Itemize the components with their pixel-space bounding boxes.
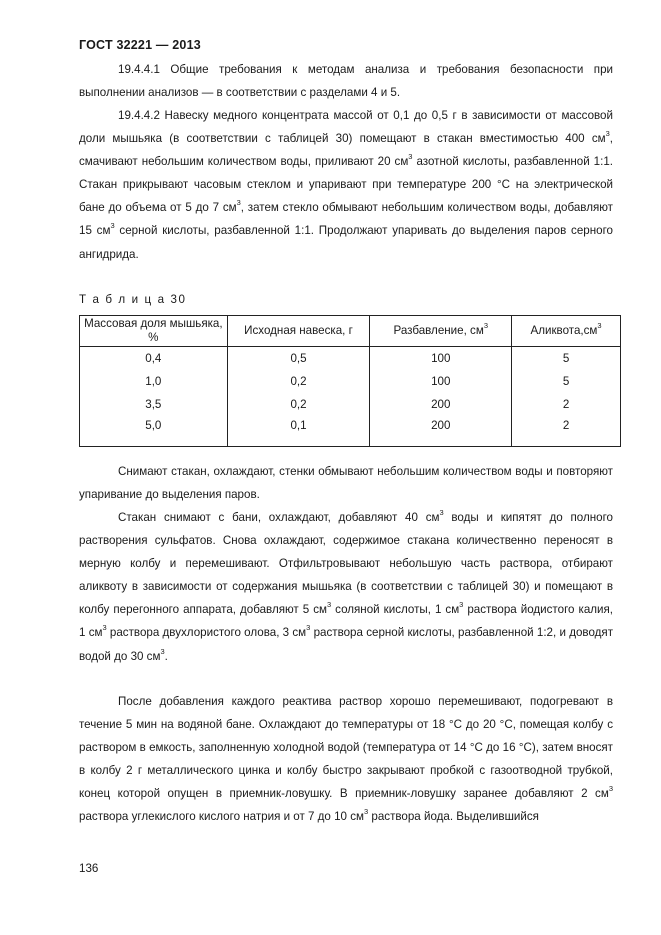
paragraph-text: воды и кипятят до полного растворения сульфатов. Снова охлаждают, содержимое стакана количественно переносят в мерную колбу и перемешивают. Отфильтровывают небольшую часть раствора, отбирают аликвоту в зависимости от содержания мышьяка (в соответствии с таблицей 30) и помещают в колбу перегонного аппарата, добавляют 5 см (79, 511, 613, 617)
paragraph-text: Стакан снимают с бани, охлаждают, добавляют 40 см (118, 511, 440, 524)
paragraph-text: 19.4.4.1 Общие требования к методам анализа и требования безопасности при выполнении анализов — в соответствии с разделами 4 и 5. (79, 63, 613, 100)
table-header-row (80, 316, 621, 347)
table-cell: 0,4 (80, 347, 228, 371)
superscript: 3 (160, 646, 165, 656)
table-cell: 2 (512, 416, 621, 447)
superscript: 3 (459, 600, 464, 610)
header-sample-mass: Исходная навеска, г (227, 316, 370, 347)
superscript: 3 (605, 129, 610, 139)
paragraph-text: раствора серной кислоты, разбавленной 1:2, и доводят водой до 30 см (79, 626, 614, 663)
table-cell: 100 (370, 347, 512, 371)
paragraph-text: , затем стекло обмывают небольшим количеством воды, добавляют 15 см (79, 201, 613, 238)
table-cell: 5,0 (80, 416, 228, 447)
paragraph-19-4-4-1 (79, 58, 613, 104)
paragraph-text: . (164, 649, 168, 663)
superscript: 3 (102, 623, 107, 633)
superscript: 3 (363, 807, 369, 817)
table-cell: 0,2 (227, 393, 370, 416)
header-aliquot: $Аликвота,см^3$ (512, 316, 621, 347)
paragraph-text: соляной кислоты, 1 см (331, 603, 460, 617)
paragraph-19-4-4-2 (79, 104, 613, 266)
paragraph-add-zinc (79, 690, 613, 829)
table-row (80, 370, 621, 393)
table-cell: 0,2 (227, 370, 370, 393)
table-row (80, 347, 621, 371)
superscript: 3 (326, 600, 332, 610)
table-cell: 200 (370, 416, 512, 447)
page-number: 136 (79, 862, 99, 875)
paragraph-text: , смачивают небольшим количеством воды, приливают 20 см (79, 132, 613, 169)
table-cell: 0,1 (227, 416, 370, 447)
table-cell: 5 (512, 347, 621, 371)
table-cell: 0,5 (227, 347, 370, 371)
paragraph-text: 19.4.4.2 Навеску медного концентрата массой от 0,1 до 0,5 г в зависимости от массовой доли мышьяка (в соответствии с таблицей 30) помещают в стакан вместимостью 400 см (79, 109, 613, 146)
paragraph-text: Снимают стакан, охлаждают, стенки обмывают небольшим количеством воды и повторяют упаривание до выделения паров. (79, 465, 613, 502)
header-mass-fraction: Массовая доля мышьяка, % (80, 316, 228, 347)
table-row (80, 416, 621, 447)
table-cell: 2 (512, 393, 621, 416)
paragraph-text: раствора йодистого калия, 1 см (79, 603, 614, 640)
table-cell: 3,5 (80, 393, 228, 416)
paragraph-text: раствора углекислого кислого натрия и от 7 до 10 см (79, 810, 364, 824)
superscript: 3 (608, 784, 613, 794)
superscript: 3 (236, 198, 241, 208)
table-cell: 1,0 (80, 370, 228, 393)
table-row (80, 393, 621, 416)
table-caption: Т а б л и ц а 30 (79, 293, 187, 306)
superscript: 3 (408, 152, 413, 162)
paragraph-text: азотной кислоты, разбавленной 1:1. Стакан прикрывают часовым стеклом и упаривают при температуре 200 °С на электрической бане до объема от 5 до 7 см (79, 155, 613, 215)
paragraph-remove-beaker (79, 460, 613, 506)
paragraph-text: После добавления каждого реактива раствор хорошо перемешивают, подогревают в течение 5 мин на водяной бане. Охлаждают до температуры от 18 °С до 20 °С, помещая колбу с раствором в емкость, заполненную холодной водой (температура от 14 °С до 16 °С), затем вносят в колбу 2 г металлического цинка и колбу быстро закрывают пробкой с газоотводной трубкой, конец которой опущен в приемник-ловушку. В приемник-ловушку заранее добавляют 2 см (79, 695, 613, 801)
superscript: 3 (306, 623, 311, 633)
table-30 (79, 315, 621, 447)
paragraph-text: серной кислоты, разбавленной 1:1. Продолжают упаривать до выделения паров серного ангидрида. (79, 224, 613, 261)
table-cell: 200 (370, 393, 512, 416)
superscript: 3 (110, 221, 115, 231)
table-cell: 100 (370, 370, 512, 393)
standard-header: ГОСТ 32221 — 2013 (79, 38, 201, 52)
paragraph-text: раствора йода. Выделившийся (368, 810, 539, 824)
header-dilution: Разбавление, $см^3$ (370, 316, 512, 347)
paragraph-text: раствора двухлористого олова, 3 см (106, 626, 307, 640)
paragraph-boil-sulfates (79, 506, 613, 668)
superscript: 3 (439, 508, 444, 517)
table-cell: 5 (512, 370, 621, 393)
